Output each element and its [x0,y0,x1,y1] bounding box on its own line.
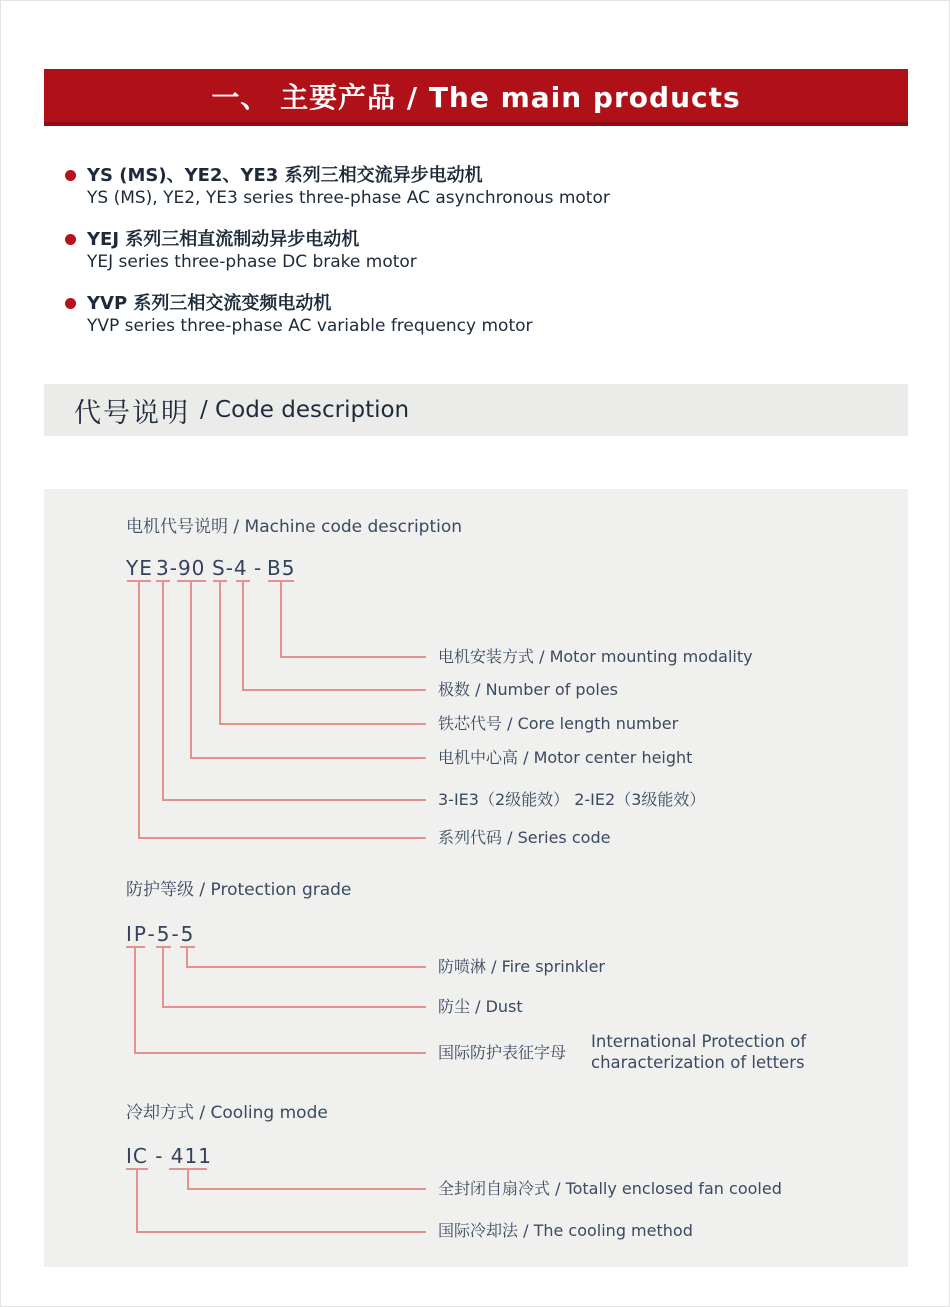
label-fan-cooled: 全封闭自扇冷式 / Totally enclosed fan cooled [438,1179,782,1198]
section-title-cn: 代号说明 [74,397,190,429]
machine-code-seg-series: YE [126,556,153,580]
code-description-section-header [44,384,908,436]
machine-code-heading: 电机代号说明 / Machine code description [126,517,463,537]
label-center-height: 电机中心高 / Motor center height [438,748,693,767]
product-item [65,228,610,274]
code-description-panel [44,489,908,1267]
bullet-icon [65,234,76,245]
label-fire-sprinkler: 防喷淋 / Fire sprinkler [438,957,605,976]
cooling-mode-heading: 冷却方式 / Cooling mode [126,1103,328,1123]
banner-title: 一、 主要产品 / The main products [211,80,741,114]
product-name-cn: YEJ 系列三相直流制动异步电动机 [87,229,360,250]
product-item [65,164,610,210]
machine-code-seg-core-poles: S-4 [212,556,248,580]
label-motor-mounting: 电机安装方式 / Motor mounting modality [438,647,753,666]
intl-en-line2: characterization of letters [591,1053,805,1072]
product-name-en: YS (MS), YE2, YE3 series three-phase AC asynchronous motor [87,188,610,208]
label-international-protection-en [591,1031,806,1073]
product-name-en: YVP series three-phase AC variable frequency motor [87,316,533,336]
label-number-of-poles: 极数 / Number of poles [438,680,619,699]
label-efficiency-grade: 3-IE3（2级能效） 2-IE2（3级能效） [438,790,706,809]
bullet-icon [65,170,76,181]
label-international-protection-cn: 国际防护表征字母 [438,1043,567,1062]
bullet-icon [65,298,76,309]
label-series-code: 系列代码 / Series code [438,828,611,847]
protection-grade-heading: 防护等级 / Protection grade [126,880,352,900]
protection-code: IP-5-5 [126,922,196,946]
label-cooling-method: 国际冷却法 / The cooling method [438,1221,693,1240]
product-list [65,164,610,356]
section-title-en: / Code description [200,397,410,423]
machine-code-seg-height: 3-90 [156,556,206,580]
intl-en-line1: International Protection of [591,1032,807,1051]
product-item [65,292,610,338]
product-name-en: YEJ series three-phase DC brake motor [87,252,417,272]
label-core-length: 铁芯代号 / Core length number [438,714,679,733]
machine-code-seg-mounting: B5 [267,556,296,580]
product-name-cn: YVP 系列三相交流变频电动机 [87,293,332,314]
main-products-banner [44,69,908,126]
machine-code-seg-dash: - [254,556,262,580]
label-dust: 防尘 / Dust [438,997,523,1016]
product-name-cn: YS (MS)、YE2、YE3 系列三相交流异步电动机 [87,165,483,186]
cooling-code: IC - 411 [126,1144,212,1168]
